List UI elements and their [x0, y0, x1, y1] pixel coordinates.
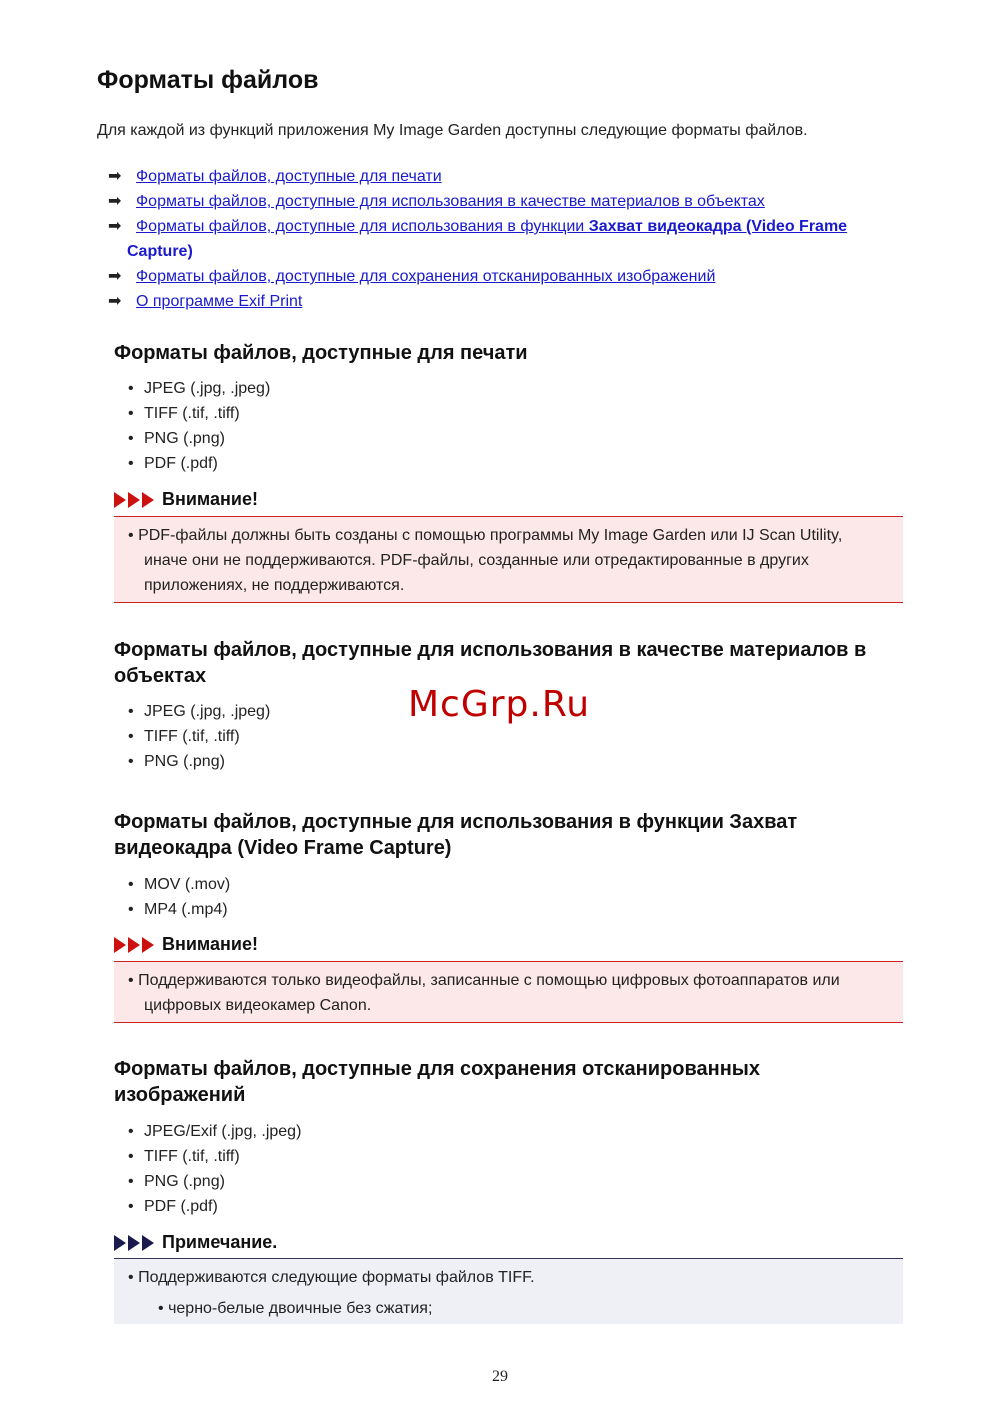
link-item: [108, 264, 898, 289]
list-item: • JPEG/Exif (.jpg, .jpeg): [128, 1119, 301, 1144]
warning-chevrons-icon: [114, 492, 156, 508]
link-item: [108, 189, 898, 214]
notice-heading: [114, 934, 258, 955]
bullet: •: [158, 1300, 164, 1317]
section-heading-materials: Форматы файлов, доступные для использования в качестве материалов в объектах: [114, 639, 867, 687]
link-text-bold-cont: Capture): [127, 243, 193, 260]
list-item: • PNG (.png): [128, 749, 270, 774]
bullet: •: [128, 1269, 134, 1286]
link-print-formats[interactable]: Форматы файлов, доступные для печати: [136, 168, 442, 185]
notice-heading: [114, 489, 258, 510]
link-exif-print[interactable]: О программе Exif Print: [136, 293, 303, 310]
intro-text: Для каждой из функций приложения My Image Garden доступны следующие форматы файлов.: [97, 122, 808, 139]
format-list-scan: [128, 1119, 301, 1219]
page-number: 29: [492, 1368, 508, 1385]
note-box: [114, 1258, 903, 1324]
note-line: Поддерживаются следующие форматы файлов TIFF.: [138, 1269, 535, 1286]
warning-chevrons-icon: [114, 937, 156, 953]
note-subitem: [158, 1296, 889, 1321]
notice-line: Поддерживаются только видеофайлы, записанные с помощью цифровых фотоаппаратов или цифровых видеокамер Canon.: [138, 972, 840, 1014]
section-heading-video-capture: Форматы файлов, доступные для использования в функции Захват видеокадра (Video Frame Capture): [114, 811, 798, 859]
arrow-right-icon: ➡: [108, 293, 122, 310]
arrow-right-icon: ➡: [108, 193, 122, 210]
note-chevrons-icon: [114, 1235, 156, 1251]
format-list-print: [128, 376, 270, 476]
bullet: •: [128, 972, 134, 989]
link-item: [108, 289, 898, 314]
list-item: • JPEG (.jpg, .jpeg): [128, 376, 270, 401]
list-item: • JPEG (.jpg, .jpeg): [128, 699, 270, 724]
notice-line: PDF-файлы должны быть созданы с помощью программы My Image Garden или IJ Scan Utility, иначе они не поддерживаются. PDF-файлы, созданные или отредактированные в других приложениях, не поддерживаются.: [138, 527, 843, 594]
format-list-materials: [128, 699, 270, 774]
link-item: [108, 164, 898, 189]
note-subline: черно-белые двоичные без сжатия;: [168, 1300, 433, 1317]
watermark: McGrp.Ru: [408, 684, 591, 725]
notice-title: Внимание!: [162, 489, 258, 509]
list-item: • MOV (.mov): [128, 872, 230, 897]
link-item: [108, 214, 898, 264]
link-list: [108, 164, 898, 314]
link-text-part: Форматы файлов, доступные для использования в функции: [136, 218, 589, 235]
bullet: •: [128, 527, 134, 544]
list-item: • TIFF (.tif, .tiff): [128, 401, 270, 426]
link-material-formats[interactable]: Форматы файлов, доступные для использования в качестве материалов в объектах: [136, 193, 765, 210]
format-list-video: [128, 872, 230, 922]
link-text-bold: Захват видеокадра (Video Frame: [588, 218, 848, 235]
section-heading-scan: Форматы файлов, доступные для сохранения отсканированных изображений: [114, 1058, 760, 1106]
arrow-right-icon: ➡: [108, 168, 122, 185]
note-title: Примечание.: [162, 1232, 278, 1252]
link-scan-formats[interactable]: Форматы файлов, доступные для сохранения отсканированных изображений: [136, 268, 716, 285]
list-item: • PNG (.png): [128, 426, 270, 451]
notice-box: [114, 516, 903, 603]
link-video-capture-formats[interactable]: [127, 218, 848, 260]
notice-title: Внимание!: [162, 934, 258, 954]
list-item: • PDF (.pdf): [128, 451, 270, 476]
page-title: Форматы файлов: [97, 66, 319, 94]
list-item: • TIFF (.tif, .tiff): [128, 724, 270, 749]
list-item: • TIFF (.tif, .tiff): [128, 1144, 301, 1169]
list-item: • PNG (.png): [128, 1169, 301, 1194]
note-text: [128, 1265, 889, 1290]
arrow-right-icon: ➡: [108, 218, 122, 235]
note-heading: [114, 1232, 277, 1253]
notice-box: [114, 961, 903, 1023]
list-item: • PDF (.pdf): [128, 1194, 301, 1219]
arrow-right-icon: ➡: [108, 268, 122, 285]
section-heading-print: Форматы файлов, доступные для печати: [114, 342, 528, 364]
list-item: • MP4 (.mp4): [128, 897, 230, 922]
notice-text: [128, 523, 889, 598]
notice-text: [128, 968, 889, 1018]
